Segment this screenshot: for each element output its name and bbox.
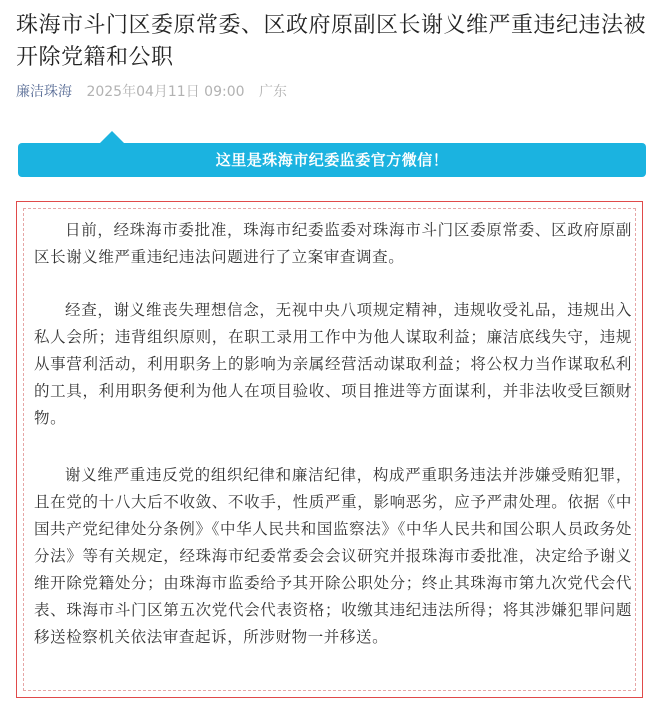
body-paragraph-2: 经查，谢义维丧失理想信念，无视中央八项规定精神，违规收受礼品，违规出入私人会所；违背组织原则，在职工录用工作中为他人谋取利益；廉洁底线失守，违规从事营利活动，利用职务上的影响为亲属经营活动谋取利益；将公权力当作谋取私利的工具，利用职务便利为他人在项目验收、项目推进等方面谋利，并非法收受巨额财物。 [34, 301, 632, 427]
body-paragraph-3: 谢义维严重违反党的组织纪律和廉洁纪律，构成严重职务违法并涉嫌受贿犯罪，且在党的十八大后不收敛、不收手，性质严重，影响恶劣，应予严肃处理。依据《中国共产党纪律处分条例》《中华人民共和国监察法》《中华人民共和国公职人员政务处分法》等有关规定，经珠海市纪委常委会会议研究并报珠海市委批准，决定给予谢义维开除党籍处分；由珠海市监委给予其开除公职处分；终止其珠海市第九次党代会代表、珠海市斗门区第五次党代会代表资格；收缴其违纪违法所得；将其涉嫌犯罪问题移送检察机关依法审查起诉，所涉财物一并移送。 [34, 466, 632, 646]
article-meta [16, 82, 287, 102]
publish-date: 2025年04月11日 09:00 [86, 84, 245, 100]
article-title: 珠海市斗门区委原常委、区政府原副区长谢义维严重违纪违法被开除党籍和公职 [16, 13, 647, 70]
body-paragraph-1: 日前，经珠海市委批准，珠海市纪委监委对珠海市斗门区委原常委、区政府原副区长谢义维严重违纪违法问题进行了立案审查调查。 [34, 221, 632, 266]
publish-location: 广东 [258, 84, 287, 100]
official-account-banner: 这里是珠海市纪委监委官方微信！ [18, 143, 646, 177]
account-name-link[interactable]: 廉洁珠海 [16, 84, 72, 100]
banner-arrow-icon [100, 131, 124, 143]
